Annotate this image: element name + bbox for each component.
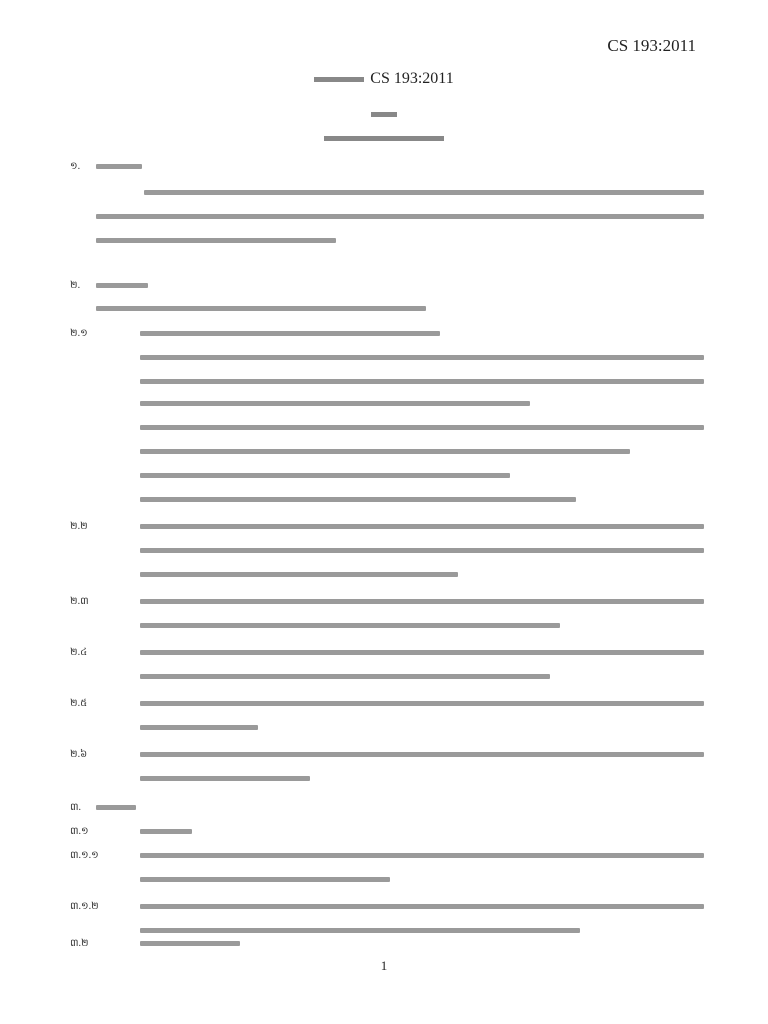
paragraph-text-line — [96, 214, 704, 219]
section-number: ៣. — [70, 802, 82, 813]
title-code: CS 193:2011 — [370, 70, 454, 87]
list-item-text-line — [140, 425, 704, 430]
section-number: ២.១ — [70, 328, 88, 339]
subtitle-line-1 — [0, 102, 768, 121]
list-item-text-line — [140, 473, 510, 478]
paragraph-text-line — [140, 928, 580, 933]
definition-text-line — [140, 674, 550, 679]
definition-text-line — [140, 331, 440, 336]
section-heading-line — [96, 283, 148, 288]
page-number: 1 — [380, 958, 388, 973]
list-item-text-line — [140, 401, 530, 406]
section-number: ២.៣ — [70, 596, 89, 607]
list-item-text-line — [140, 379, 704, 384]
definition-text-line — [140, 701, 704, 706]
definition-text-line — [140, 650, 704, 655]
section-number: ២. — [70, 280, 81, 291]
paragraph-text-line — [96, 306, 426, 311]
definition-text-line — [140, 752, 704, 757]
list-item-text-line — [140, 449, 630, 454]
list-item-text-line — [140, 355, 704, 360]
definition-text-line — [140, 572, 458, 577]
paragraph-text-line — [96, 238, 336, 243]
section-number: ៣.១.១ — [70, 850, 99, 861]
subsection-heading-line — [140, 941, 240, 946]
title-khmer-text-line — [314, 77, 364, 82]
standard-code-header: CS 193:2011 — [607, 36, 696, 55]
section-heading-line — [96, 164, 142, 169]
section-number: ២.៤ — [70, 647, 88, 658]
paragraph-text-line — [140, 904, 704, 909]
definition-text-line — [140, 623, 560, 628]
definition-text-line — [140, 725, 258, 730]
paragraph-text-line — [144, 190, 704, 195]
definition-text-line — [140, 524, 704, 529]
subtitle-line-2 — [0, 126, 768, 145]
section-number: ២.២ — [70, 521, 88, 532]
document-title — [0, 70, 768, 88]
section-number: ៣.២ — [70, 938, 89, 949]
section-number: ១. — [70, 161, 81, 172]
paragraph-text-line — [140, 853, 704, 858]
definition-text-line — [140, 776, 310, 781]
definition-text-line — [140, 599, 704, 604]
section-number: ៣.១.២ — [70, 901, 99, 912]
section-heading-line — [96, 805, 136, 810]
list-item-text-line — [140, 497, 576, 502]
section-number: ២.៦ — [70, 749, 88, 760]
paragraph-text-line — [140, 877, 390, 882]
section-number: ៣.១ — [70, 826, 89, 837]
definition-text-line — [140, 548, 704, 553]
section-number: ២.៥ — [70, 698, 88, 709]
subsection-heading-line — [140, 829, 192, 834]
